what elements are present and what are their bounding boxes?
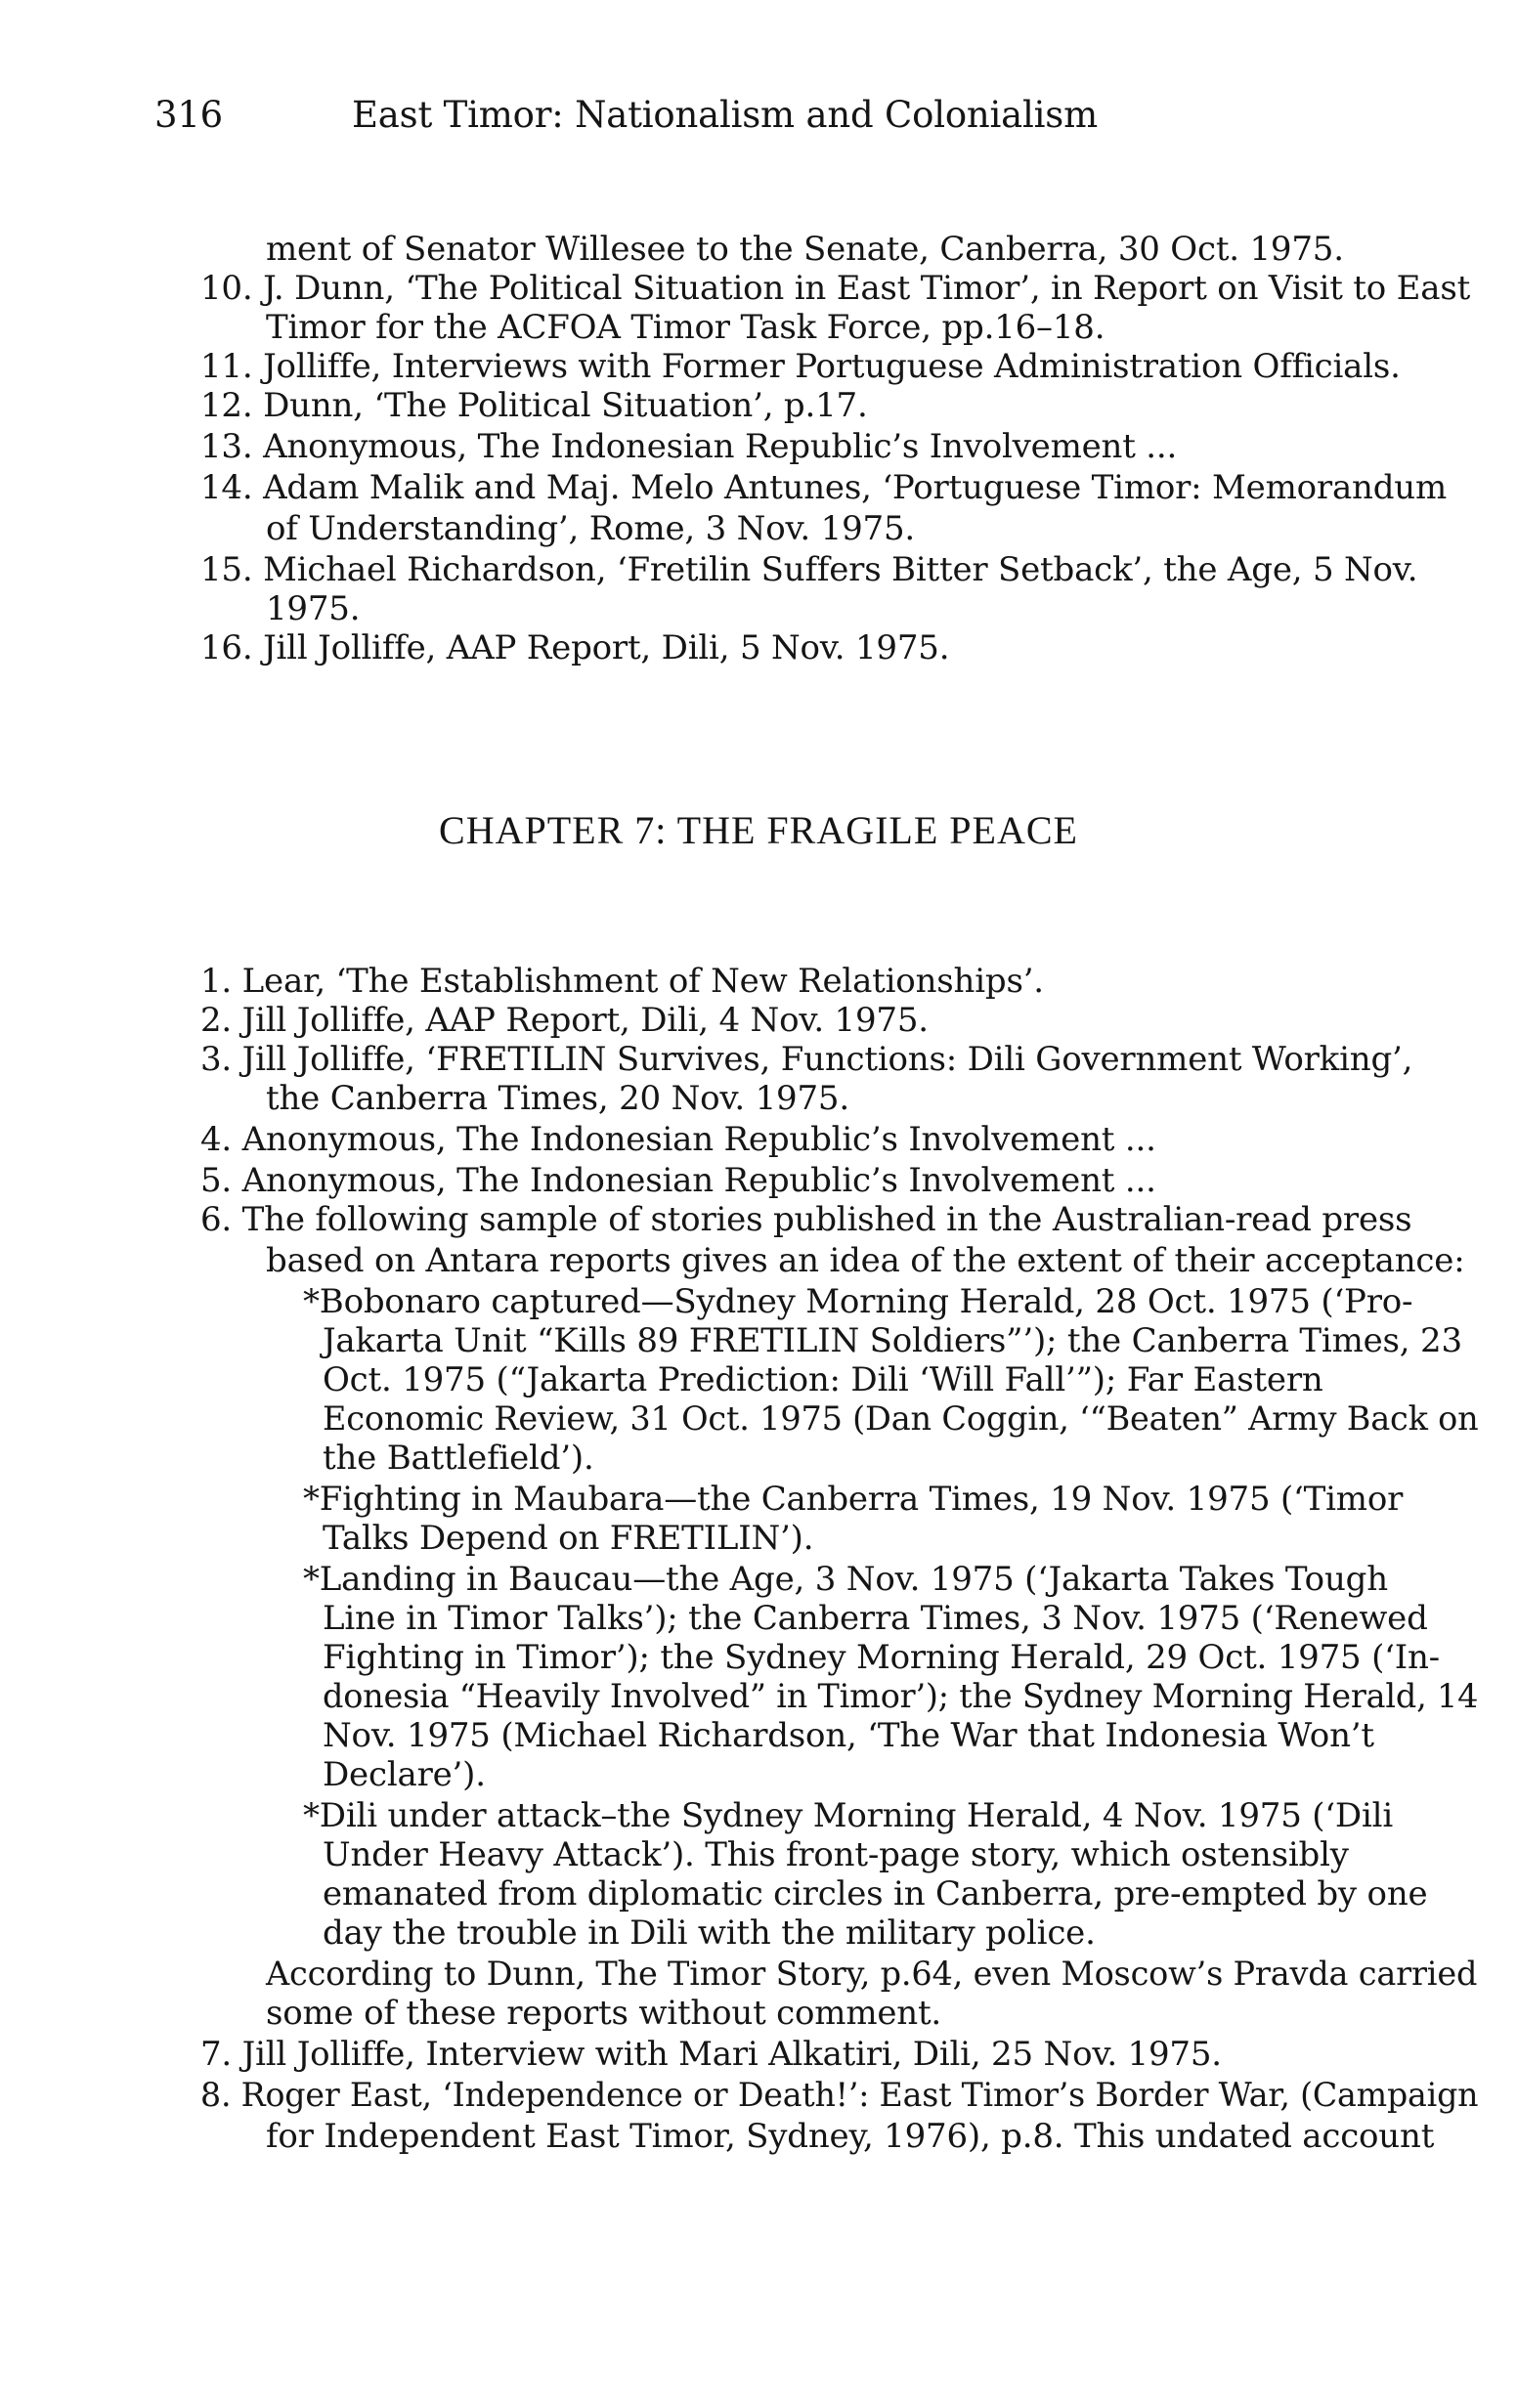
note-line: *Landing in Baucau—the Age, 3 Nov. 1975 (‘Jakarta Takes Tough — [303, 1560, 1388, 1599]
note-line: Under Heavy Attack’). This front-page story, which ostensibly — [323, 1835, 1349, 1874]
note-line: 11. Jolliffe, Interviews with Former Portuguese Administration Officials. — [200, 347, 1401, 386]
note-line: Oct. 1975 (“Jakarta Prediction: Dili ‘Will Fall’”); Far Eastern — [323, 1360, 1323, 1399]
note-line: Nov. 1975 (Michael Richardson, ‘The War that Indonesia Won’t — [323, 1716, 1374, 1755]
note-line: Line in Timor Talks’); the Canberra Times, 3 Nov. 1975 (‘Renewed — [323, 1599, 1428, 1638]
note-line: *Fighting in Maubara—the Canberra Times, 19 Nov. 1975 (‘Timor — [303, 1480, 1404, 1519]
chapter-heading: CHAPTER 7: THE FRAGILE PEACE — [439, 808, 1078, 852]
note-line: 10. J. Dunn, ‘The Political Situation in East Timor’, in Report on Visit to East — [200, 269, 1471, 308]
running-title: East Timor: Nationalism and Colonialism — [352, 94, 1098, 136]
note-line: *Dili under attack–the Sydney Morning Herald, 4 Nov. 1975 (‘Dili — [303, 1796, 1393, 1835]
note-line: 1975. — [266, 589, 361, 628]
note-line: 1. Lear, ‘The Establishment of New Relationships’. — [200, 962, 1044, 1001]
note-line: 7. Jill Jolliffe, Interview with Mari Alkatiri, Dili, 25 Nov. 1975. — [200, 2035, 1222, 2074]
note-line: Fighting in Timor’); the Sydney Morning Herald, 29 Oct. 1975 (‘In- — [323, 1638, 1440, 1677]
note-line: 16. Jill Jolliffe, AAP Report, Dili, 5 Nov. 1975. — [200, 628, 950, 667]
note-line: 2. Jill Jolliffe, AAP Report, Dili, 4 Nov. 1975. — [200, 1001, 929, 1040]
note-line: 15. Michael Richardson, ‘Fretilin Suffers Bitter Setback’, the Age, 5 Nov. — [200, 550, 1418, 589]
note-line: Economic Review, 31 Oct. 1975 (Dan Coggin, ‘“Beaten” Army Back on — [323, 1399, 1479, 1439]
note-line: 6. The following sample of stories published in the Australian-read press — [200, 1200, 1412, 1239]
note-line: 13. Anonymous, The Indonesian Republic’s Involvement ... — [200, 427, 1178, 466]
note-line: for Independent East Timor, Sydney, 1976), p.8. This undated account — [266, 2117, 1435, 2156]
note-line: *Bobonaro captured—Sydney Morning Herald, 28 Oct. 1975 (‘Pro- — [303, 1282, 1413, 1321]
note-line: 8. Roger East, ‘Independence or Death!’: East Timor’s Border War, (Campaign — [200, 2076, 1479, 2115]
note-line: based on Antara reports gives an idea of the extent of their acceptance: — [266, 1241, 1465, 1280]
note-line: 14. Adam Malik and Maj. Melo Antunes, ‘Portuguese Timor: Memorandum — [200, 468, 1448, 507]
note-line: the Battlefield’). — [323, 1439, 594, 1478]
note-line: Talks Depend on FRETILIN’). — [323, 1519, 814, 1558]
note-line: of Understanding’, Rome, 3 Nov. 1975. — [266, 509, 915, 548]
note-line: emanated from diplomatic circles in Canberra, pre-empted by one — [323, 1874, 1428, 1914]
note-line: Declare’). — [323, 1755, 486, 1794]
note-line: According to Dunn, The Timor Story, p.64, even Moscow’s Pravda carried — [266, 1955, 1478, 1994]
note-line: day the trouble in Dili with the military police. — [323, 1914, 1096, 1953]
note-line: ment of Senator Willesee to the Senate, Canberra, 30 Oct. 1975. — [266, 230, 1344, 269]
note-line: 5. Anonymous, The Indonesian Republic’s Involvement ... — [200, 1161, 1156, 1200]
note-line: the Canberra Times, 20 Nov. 1975. — [266, 1079, 849, 1118]
page-number: 316 — [154, 94, 224, 136]
note-line: Jakarta Unit “Kills 89 FRETILIN Soldiers”’); the Canberra Times, 23 — [323, 1321, 1462, 1360]
note-line: 12. Dunn, ‘The Political Situation’, p.17. — [200, 386, 868, 425]
note-line: 4. Anonymous, The Indonesian Republic’s Involvement ... — [200, 1120, 1156, 1159]
note-line: Timor for the ACFOA Timor Task Force, pp.16–18. — [266, 308, 1105, 347]
note-line: donesia “Heavily Involved” in Timor’); the Sydney Morning Herald, 14 — [323, 1677, 1479, 1716]
note-line: 3. Jill Jolliffe, ‘FRETILIN Survives, Functions: Dili Government Working’, — [200, 1040, 1413, 1079]
note-line: some of these reports without comment. — [266, 1994, 942, 2033]
